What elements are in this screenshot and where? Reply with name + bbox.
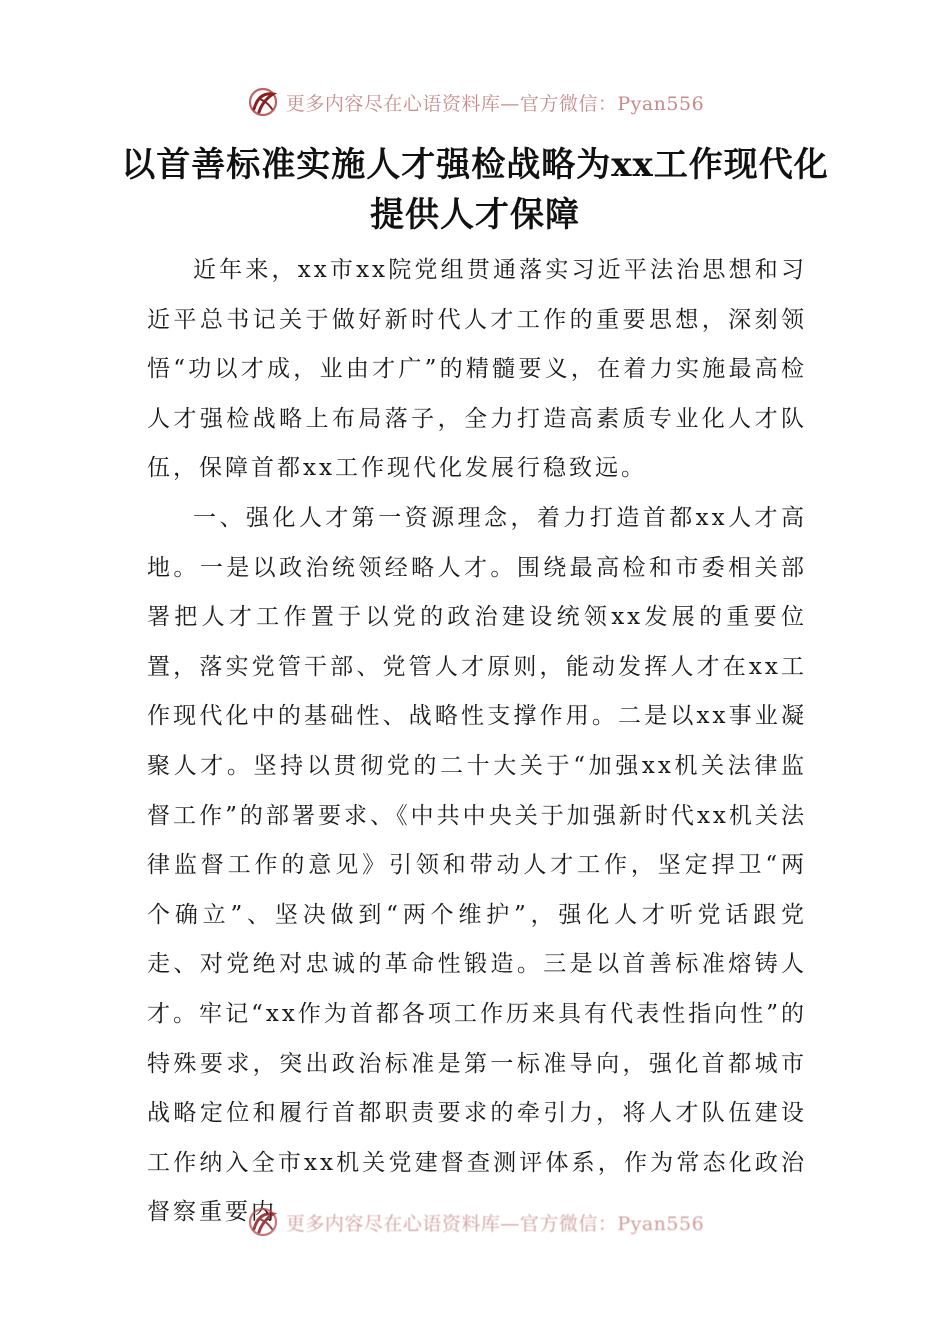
document-body (147, 246, 807, 1238)
watermark-bottom (0, 1200, 950, 1244)
watermark-text: 更多内容尽在心语资料库—官方微信：Pyan556 (285, 92, 705, 115)
watermark-text: 更多内容尽在心语资料库—官方微信：Pyan556 (285, 1212, 705, 1235)
paragraph-section-1: 一、强化人才第一资源理念，着力打造首都xx人才高地。一是以政治统领经略人才。围绕最高检和市委相关部署把人才工作置于以党的政治建设统领xx发展的重要位置，落实党管干部、党管人才原则，能动发挥人才在xx工作现代化中的基础性、战略性支撑作用。二是以xx事业凝聚人才。坚持以贯彻党的二十大关于“加强xx机关法律监督工作”的部署要求、《中共中央关于加强新时代xx机关法律监督工作的意见》引领和带动人才工作，坚定捍卫“两个确立”、坚决做到“两个维护”，强化人才听党话跟党走、对党绝对忠诚的革命性锻造。三是以首善标准熔铸人才。牢记“xx作为首都各项工作历来具有代表性指向性”的特殊要求，突出政治标准是第一标准导向，强化首都城市战略定位和履行首都职责要求的牵引力，将人才队伍建设工作纳入全市xx机关党建督查测评体系，作为常态化政治督察重要内 (147, 504, 807, 1226)
paragraph-intro: 近年来，xx市xx院党组贯通落实习近平法治思想和习近平总书记关于做好新时代人才工作的重要思想，深刻领悟“功以才成，业由才广”的精髓要义，在着力实施最高检人才强检战略上布局落子，全力打造高素质专业化人才队伍，保障首都xx工作现代化发展行稳致远。 (147, 257, 807, 482)
calligraphy-seal-icon (246, 1205, 280, 1239)
watermark-top (0, 80, 950, 124)
calligraphy-seal-icon (246, 85, 280, 119)
document-title: 以首善标准实施人才强检战略为xx工作现代化提供人才保障 (121, 145, 829, 235)
